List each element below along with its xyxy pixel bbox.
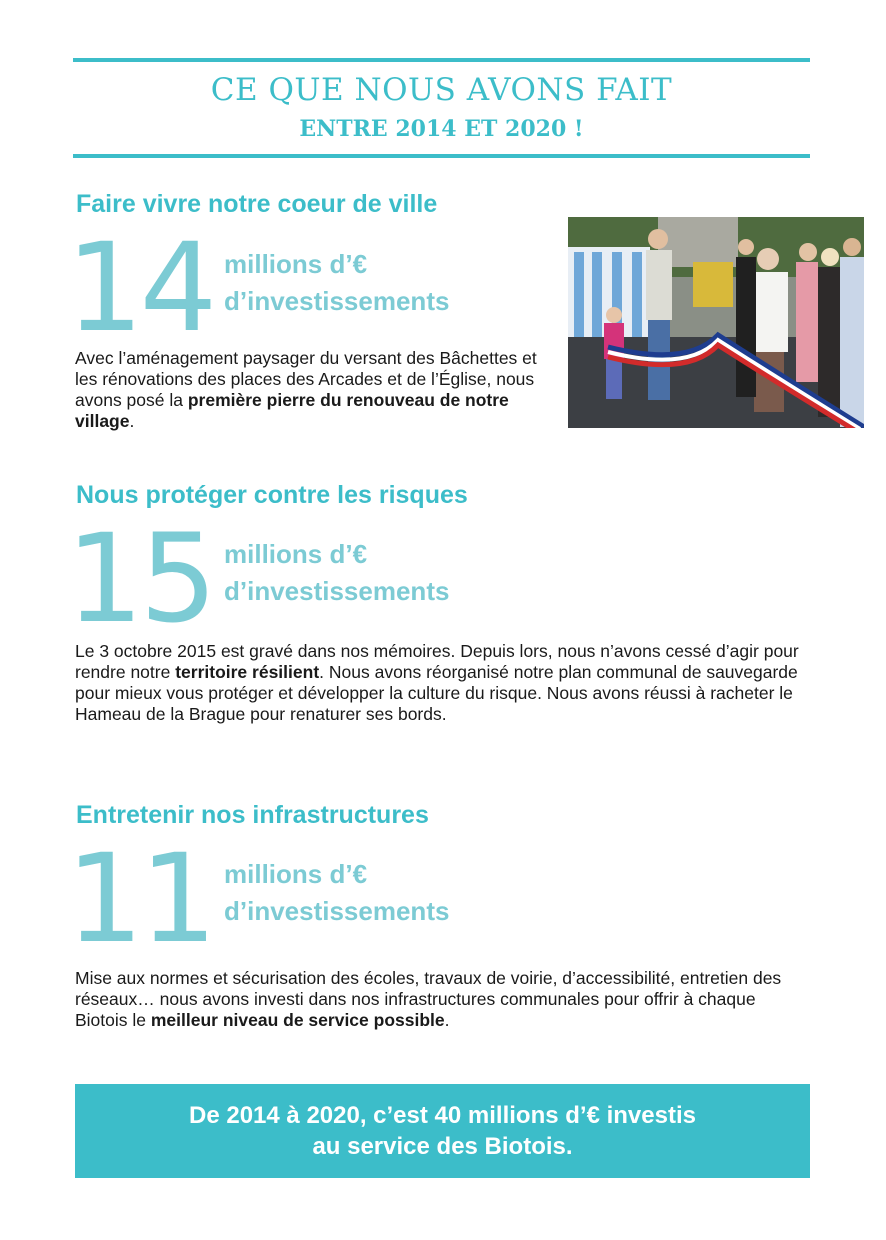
section-title-infrastructures: Entretenir nos infrastructures: [76, 801, 429, 829]
ribbon-cutting-photo: [568, 217, 864, 428]
photo-illustration: [568, 217, 864, 428]
section-title-risques: Nous protéger contre les risques: [76, 481, 468, 509]
header-subtitle: ENTRE 2014 ET 2020 !: [299, 116, 584, 142]
banner-line-2: au service des Biotois.: [312, 1133, 573, 1160]
header-top-rule: [73, 58, 810, 62]
header-title: CE QUE NOUS AVONS FAIT: [210, 72, 673, 108]
investment-number-coeur-de-ville: 14: [66, 217, 214, 359]
unit-line-millions: millions d’€: [224, 249, 368, 279]
unit-line-investissements: d’investissements: [224, 286, 450, 316]
banner-line-1: De 2014 à 2020, c’est 40 millions d’€ investis: [189, 1102, 696, 1129]
investment-number-risques: 15: [66, 508, 214, 650]
unit-line-investissements: d’investissements: [224, 576, 450, 606]
summary-banner: [75, 1084, 810, 1178]
unit-line-millions: millions d’€: [224, 539, 368, 569]
investment-unit: [224, 246, 449, 320]
section-title-coeur-de-ville: Faire vivre notre coeur de ville: [76, 190, 438, 218]
header-bottom-rule: [73, 154, 810, 158]
investment-number-infrastructures: 11: [66, 828, 214, 970]
section-paragraph-risques: Le 3 octobre 2015 est gravé dans nos mémoires. Depuis lors, nous n’avons cessé d’agir pour rendre notre territoire résilient. Nous avons réorganisé notre plan communal de sauvegarde pour mieux vous protéger et développer la culture du risque. Nous avons réussi à racheter le Hameau de la Brague pour renaturer ses bords.: [75, 641, 799, 724]
unit-line-millions: millions d’€: [224, 859, 368, 889]
section-paragraph-infrastructures: Mise aux normes et sécurisation des écoles, travaux de voirie, d’accessibilité, entretien des réseaux… nous avons investi dans nos infrastructures communales pour offrir à chaque Biotois le meilleur niveau de service possible.: [75, 968, 782, 1030]
unit-line-investissements: d’investissements: [224, 896, 450, 926]
section-paragraph-coeur-de-ville: Avec l’aménagement paysager du versant des Bâchettes et les rénovations des places des Arcades et de l’Église, nous avons posé la première pierre du renouveau de notre village.: [75, 348, 537, 431]
investment-unit: [224, 536, 449, 610]
investment-unit: [224, 856, 449, 930]
